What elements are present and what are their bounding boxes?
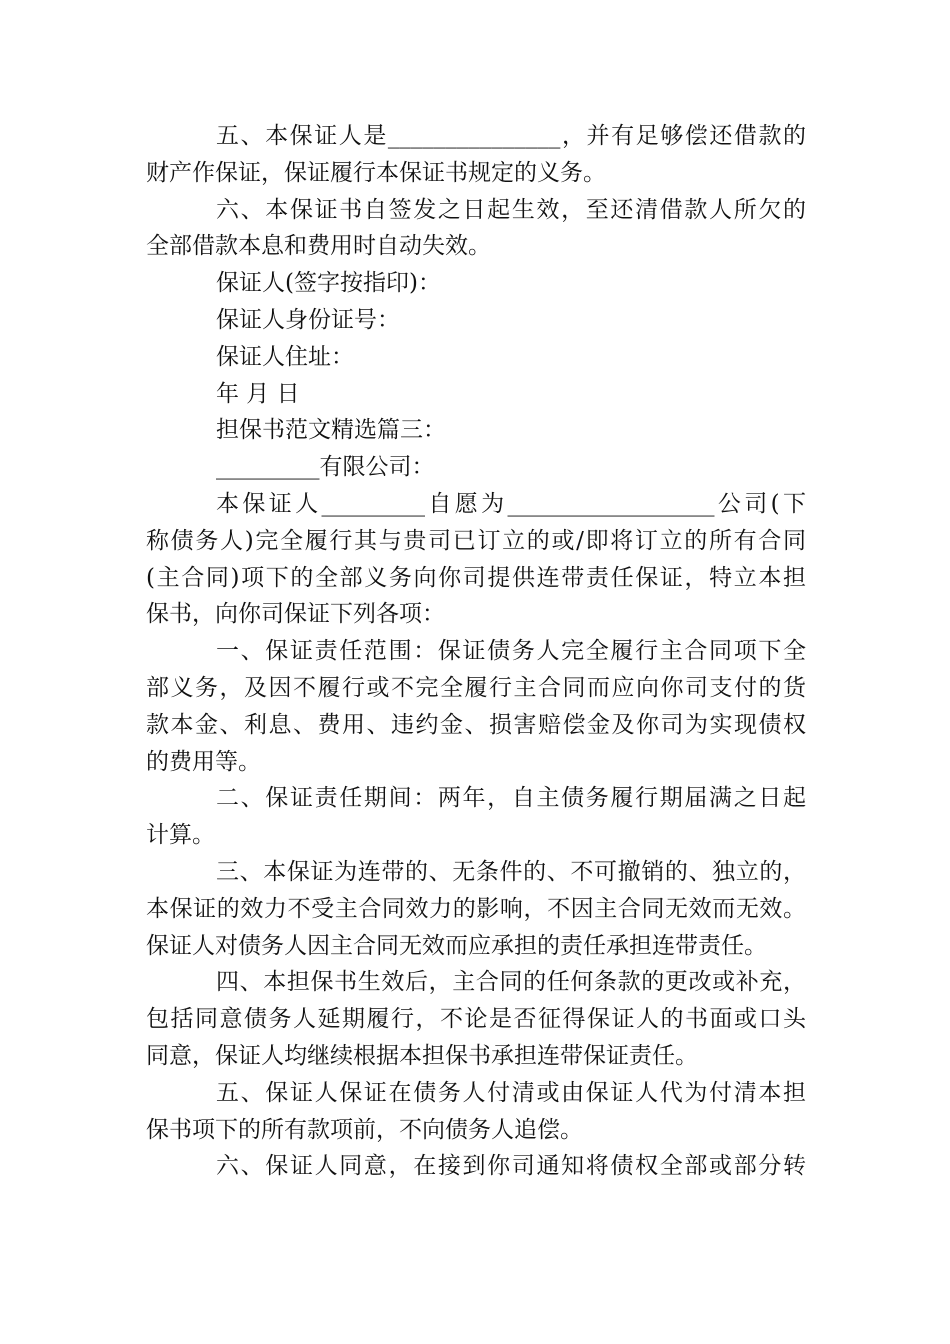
text-line: 保证人住址： [216,343,354,370]
text-line: 本保证人_________自愿为__________________公司(下 [216,490,806,517]
text-line: 的费用等。 [146,748,261,775]
text-line: 保书项下的所有款项前，不向债务人追偿。 [146,1116,583,1143]
text-line: 包括同意债务人延期履行，不论是否征得保证人的书面或口头 [146,1006,806,1033]
text-line: 保证人身份证号： [216,306,400,333]
section-heading: 担保书范文精选篇三： [216,417,446,444]
text-line: 称债务人)完全履行其与贵司已订立的或/即将订立的所有合同 [146,527,806,554]
text-line: 同意，保证人均继续根据本担保书承担连带保证责任。 [146,1042,698,1069]
text-line: 全部借款本息和费用时自动失效。 [146,233,491,260]
text-line: 五、本保证人是_______________，并有足够偿还借款的 [216,123,806,149]
text-line: 保证人(签字按指印)： [216,270,441,297]
text-line: 本保证的效力不受主合同效力的影响，不因主合同无效而无效。 [146,895,806,922]
text-line: 五、保证人保证在债务人付清或由保证人代为付清本担 [216,1079,806,1106]
text-line: 一、保证责任范围：保证债务人完全履行主合同项下全 [216,638,806,665]
document-body [146,118,806,1185]
text-line: 计算。 [146,822,215,849]
text-line: 保证人对债务人因主合同无效而应承担的责任承担连带责任。 [146,932,767,959]
text-line: 六、保证人同意，在接到你司通知将债权全部或部分转 [216,1153,806,1180]
text-line: 财产作保证，保证履行本保证书规定的义务。 [146,159,606,186]
text-line: 三、本保证为连带的、无条件的、不可撤销的、独立的， [216,858,806,885]
text-line: 年 月 日 [216,380,300,407]
text-line: 部义务，及因不履行或不完全履行主合同而应向你司支付的货 [146,674,806,701]
text-line: 二、保证责任期间：两年，自主债务履行期届满之日起 [216,785,806,812]
text-line: _________有限公司： [216,454,435,481]
text-line: 保书，向你司保证下列各项： [146,601,445,628]
text-line: 款本金、利息、费用、违约金、损害赔偿金及你司为实现债权 [146,711,806,738]
text-line: (主合同)项下的全部义务向你司提供连带责任保证，特立本担 [146,564,806,591]
text-line: 六、本保证书自签发之日起生效，至还清借款人所欠的 [216,196,806,223]
text-line: 四、本担保书生效后，主合同的任何条款的更改或补充， [216,969,806,996]
